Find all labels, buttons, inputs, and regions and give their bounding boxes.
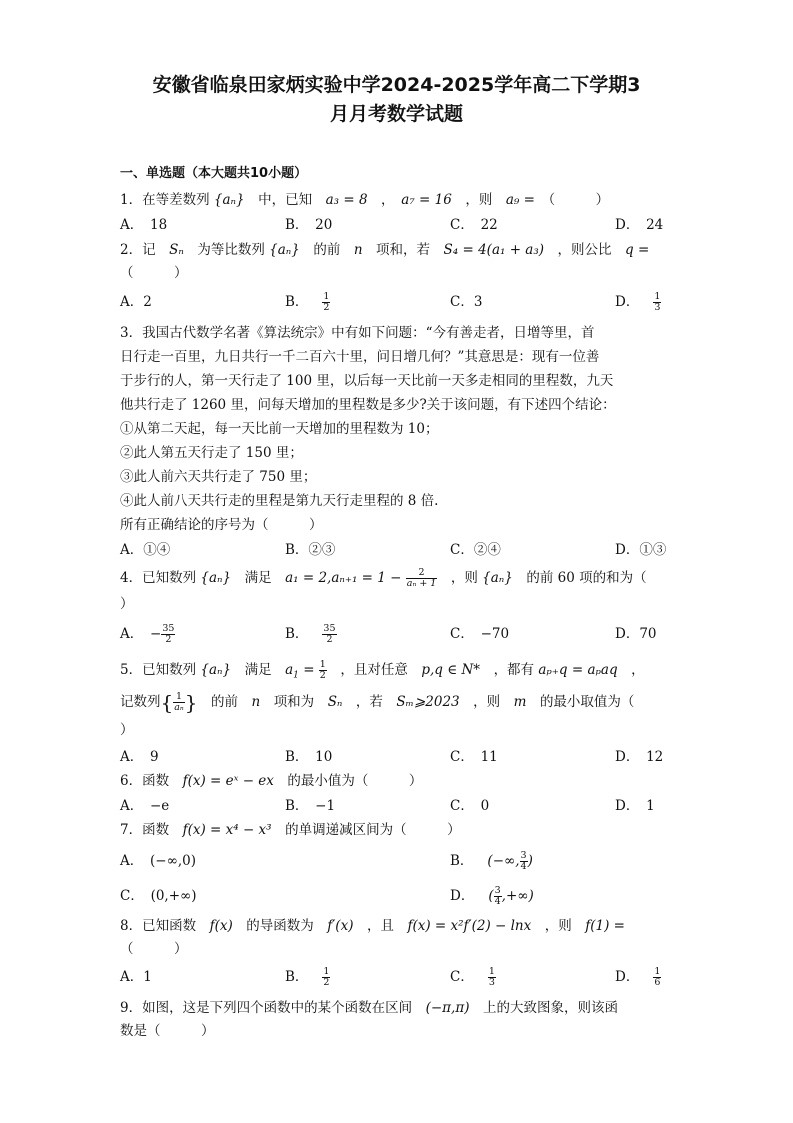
q8-eq: f(x) = x²f′(2) − lnx — [407, 918, 532, 934]
q8-text-c: ，且 — [366, 918, 394, 934]
q6-option-a: A． −e — [120, 798, 170, 814]
q6-option-d: D． 1 — [615, 798, 655, 814]
q1-option-a: A． 18 — [120, 217, 168, 233]
q9-text: 9．如图，这是下列四个函数中的某个函数在区间 — [120, 1000, 413, 1016]
q8-option-a: A．1 — [120, 969, 152, 985]
q8-option-c-label: C． — [450, 969, 474, 985]
q5-cond: a — [285, 662, 294, 678]
q5-recip-fraction — [173, 692, 185, 713]
q1-text: 1．在等差数列 — [120, 192, 210, 208]
q1-text-c: ，则 — [465, 192, 493, 208]
q2-b-num: 1 — [323, 291, 330, 302]
q8-option-d — [615, 967, 661, 988]
q4-cond-num: 2 — [406, 568, 438, 579]
q7-b-den: 4 — [520, 861, 527, 872]
q6-text-b: 的最小值为（ ） — [287, 773, 423, 789]
q8-f: f(x) — [209, 918, 233, 934]
q4-a-num: 35 — [162, 623, 175, 634]
q5-option-d: D． 12 — [615, 749, 664, 765]
q7-d-right: ,+∞) — [501, 888, 534, 904]
question-4 — [120, 568, 647, 589]
q5-text-f: 的前 — [210, 694, 238, 710]
q4-a-den: 2 — [165, 634, 172, 645]
q5-option-c: C． 11 — [450, 749, 498, 765]
q7-b-left: (−∞, — [487, 853, 520, 869]
q2-b-den: 2 — [323, 302, 330, 313]
q5-cond-num: 1 — [319, 659, 326, 670]
q1-ask: a₉ = — [505, 192, 535, 208]
question-2 — [120, 240, 649, 260]
q7-function: f(x) = x⁴ − x³ — [182, 822, 272, 838]
q8-b-fraction — [322, 967, 330, 988]
q3-statement-1: ①从第二天起，每一天比前一天增加的里程数为 10； — [120, 421, 439, 437]
q4-text-c: ，则 — [450, 570, 478, 586]
q7-text: 7．函数 — [120, 822, 170, 838]
q4-option-b — [285, 624, 337, 645]
q8-option-b — [285, 967, 330, 988]
q1-paren: （ ） — [548, 192, 610, 208]
q4-option-a — [120, 624, 175, 645]
q5-text-h: ，若 — [355, 694, 383, 710]
q5-text-b: 满足 — [244, 662, 272, 678]
q3-ask: 所有正确结论的序号为（ ） — [120, 517, 323, 533]
q7-option-c: C． (0,+∞) — [120, 888, 197, 904]
q1-cond-2: a₇ = 16 — [401, 192, 452, 208]
q2-option-c: C．3 — [450, 294, 483, 310]
q2-q: q = — [625, 242, 650, 258]
q2-text-b: 为等比数列 — [197, 242, 265, 258]
q3-statement-2: ②此人第五天行走了 150 里； — [120, 445, 303, 461]
q7-b-right: ) — [527, 853, 533, 869]
q8-c-den: 3 — [488, 977, 495, 988]
q1-text-b: 中，已知 — [258, 192, 313, 208]
q4-option-a-fraction — [161, 624, 175, 645]
q4-text: 4．已知数列 — [120, 570, 197, 586]
q8-d-fraction — [653, 967, 661, 988]
q5-m: m — [513, 694, 527, 710]
q8-d-num: 1 — [654, 966, 661, 977]
q2-text-c: 的前 — [313, 242, 341, 258]
title-line-2: 月月考数学试题 — [329, 103, 463, 125]
q2-option-d-label: D． — [615, 294, 640, 310]
q5-recip-den: aₙ — [174, 702, 184, 713]
q6-function: f(x) = eˣ − ex — [182, 773, 274, 789]
q3-option-a: A．①④ — [120, 542, 171, 558]
q8-c-fraction — [488, 967, 496, 988]
q8-d-den: 6 — [654, 977, 661, 988]
q5-recip-num: 1 — [173, 692, 185, 703]
q5-sn: Sₙ — [327, 694, 343, 710]
q8-text-d: ，则 — [544, 918, 572, 934]
q5-n: n — [251, 694, 261, 710]
q5-close: ） — [120, 722, 134, 738]
q8-option-b-label: B． — [285, 969, 309, 985]
q8-option-c — [450, 967, 496, 988]
q2-option-b — [285, 292, 330, 313]
q4-b-num: 35 — [323, 623, 336, 634]
question-6 — [120, 771, 422, 791]
q3-statement-3: ③此人前六天共行走了 750 里； — [120, 469, 317, 485]
q4-cond-fraction — [406, 568, 438, 589]
q5-line-2: 记数列{ $\frac{1}{\text{aₙ}}$ } 的前 n 项和为 Sₙ ，若 Sₘ⩾2023 ，则 m 的最小取值为（ — [120, 690, 635, 715]
q7-option-b-label: B． — [450, 853, 474, 869]
question-9 — [120, 998, 618, 1018]
q1-seq: {aₙ} — [213, 192, 245, 208]
section-heading: 一、单选题（本大题共10小题） — [120, 166, 308, 181]
q5-text-d: ，都有 — [493, 662, 535, 678]
q3-option-c: C．②④ — [450, 542, 501, 558]
q5-cond-sub: 1 — [293, 670, 299, 681]
q3-line-3: 于步行的人，第一天行走了 100 里，以后每一天比前一天多走相同的里程数，九天 — [120, 373, 614, 389]
question-8 — [120, 916, 625, 936]
q3-option-d: D．①③ — [615, 542, 667, 558]
q3-statement-4: ④此人前八天共行走的里程是第九天行走里程的 8 倍. — [120, 493, 439, 509]
q7-option-d — [450, 886, 534, 907]
q5-eq: = — [303, 662, 315, 678]
q8-text: 8．已知函数 — [120, 918, 197, 934]
q8-paren: （ ） — [120, 941, 188, 957]
q3-option-b: B．②③ — [285, 542, 336, 558]
q4-option-b-label: B． — [285, 626, 309, 642]
q1-cond-1: a₃ = 8 — [325, 192, 368, 208]
q2-text-d: 项和，若 — [376, 242, 431, 258]
q5-text-g: 项和为 — [273, 694, 315, 710]
q3-line-2: 日行走一百里，九日共行一千二百六十里，问日增几何？”其意思是：现有一位善 — [120, 349, 600, 365]
q2-n: n — [353, 242, 363, 258]
q2-option-b-label: B． — [285, 294, 309, 310]
q7-option-b — [450, 851, 533, 872]
q5-pq: p,q ∈ N* — [421, 662, 481, 678]
q8-b-den: 2 — [323, 977, 330, 988]
q4-option-d: D．70 — [615, 626, 657, 642]
q5-cond-fraction — [319, 660, 327, 681]
q8-b-num: 1 — [323, 966, 330, 977]
q2-option-a: A．2 — [120, 294, 152, 310]
q2-option-d — [615, 292, 661, 313]
q7-text-b: 的单调递减区间为（ ） — [285, 822, 461, 838]
q8-option-d-label: D． — [615, 969, 640, 985]
q5-seq: {aₙ} — [200, 662, 232, 678]
q7-option-a: A． (−∞,0) — [120, 853, 196, 869]
q2-paren: （ ） — [120, 265, 188, 281]
q1-option-b: B． 20 — [285, 217, 333, 233]
q2-option-b-fraction — [322, 292, 330, 313]
q5-option-b: B． 10 — [285, 749, 333, 765]
q4-option-a-label: A． − — [120, 626, 162, 642]
q4-seq-2: {aₙ} — [482, 570, 513, 586]
q7-b-num: 3 — [520, 850, 527, 861]
q4-close: ） — [120, 596, 134, 612]
question-5 — [120, 660, 645, 686]
q5-text-j: 的最小取值为（ — [539, 694, 635, 710]
q4-option-c: C． −70 — [450, 626, 510, 642]
q9-line-2: 数是（ ） — [120, 1023, 215, 1039]
q5-text-e: 记数列 — [120, 694, 161, 710]
q8-text-b: 的导函数为 — [246, 918, 314, 934]
q4-cond-den: aₙ + 1 — [406, 578, 437, 589]
q4-text-d: 的前 60 项的和为（ — [526, 570, 647, 586]
q7-option-d-label: D． — [450, 888, 475, 904]
q9-interval: (−π,π) — [425, 1000, 470, 1016]
q8-ask: f(1) = — [585, 918, 625, 934]
q4-seq: {aₙ} — [200, 570, 232, 586]
q5-cond-den: 2 — [319, 670, 326, 681]
q5-text-c: ，且对任意 — [340, 662, 408, 678]
q4-option-b-fraction — [322, 624, 336, 645]
title-line-1: 安徽省临泉田家炳实验中学2024-2025学年高二下学期3 — [152, 74, 641, 96]
q3-line-4: 他共行走了 1260 里，问每天增加的里程数是多少?关于该问题，有下述四个结论： — [120, 397, 616, 413]
q2-cond: S₄ = 4(a₁ + a₃) — [443, 242, 545, 258]
q8-fp: f′(x) — [327, 918, 354, 934]
q2-option-d-fraction — [653, 292, 661, 313]
q6-option-b: B． −1 — [285, 798, 336, 814]
q7-d-den: 4 — [494, 896, 501, 907]
q5-text-i: ，则 — [473, 694, 501, 710]
q3-line-1: 3．我国古代数学名著《算法统宗》中有如下问题：“今有善走者，日增等里，首 — [120, 325, 595, 341]
q7-d-num: 3 — [494, 885, 501, 896]
q1-option-d: D． 24 — [615, 217, 664, 233]
q1-option-c: C． 22 — [450, 217, 498, 233]
q2-d-num: 1 — [654, 291, 661, 302]
q4-text-b: 满足 — [244, 570, 272, 586]
q5-text: 5．已知数列 — [120, 662, 197, 678]
q5-comma: ， — [631, 662, 645, 678]
q2-d-den: 3 — [654, 302, 661, 313]
q4-cond: a₁ = 2,aₙ₊₁ = 1 − — [285, 570, 402, 586]
question-7 — [120, 820, 461, 840]
q2-seq: {aₙ} — [269, 242, 300, 258]
q6-text: 6．函数 — [120, 773, 170, 789]
q2-sn: Sₙ — [169, 242, 184, 258]
q4-b-den: 2 — [326, 634, 333, 645]
q7-d-fraction — [494, 886, 502, 907]
q6-option-c: C． 0 — [450, 798, 490, 814]
question-1: 1．在等差数列 {aₙ} 中，已知 a₃ = 8 ， a₇ = 16 ，则 a₉ = （ ） — [120, 192, 610, 208]
q5-rel: aₚ₊q = aₚaq — [538, 662, 618, 678]
q9-text-b: 上的大致图象，则该函 — [482, 1000, 618, 1016]
q7-b-fraction — [520, 851, 528, 872]
q5-sm: Sₘ⩾2023 — [396, 694, 460, 710]
q7-d-left: ( — [488, 888, 494, 904]
q2-text-e: ，则公比 — [557, 242, 612, 258]
q5-option-a: A． 9 — [120, 749, 159, 765]
q8-c-num: 1 — [488, 966, 495, 977]
q2-text: 2．记 — [120, 242, 156, 258]
